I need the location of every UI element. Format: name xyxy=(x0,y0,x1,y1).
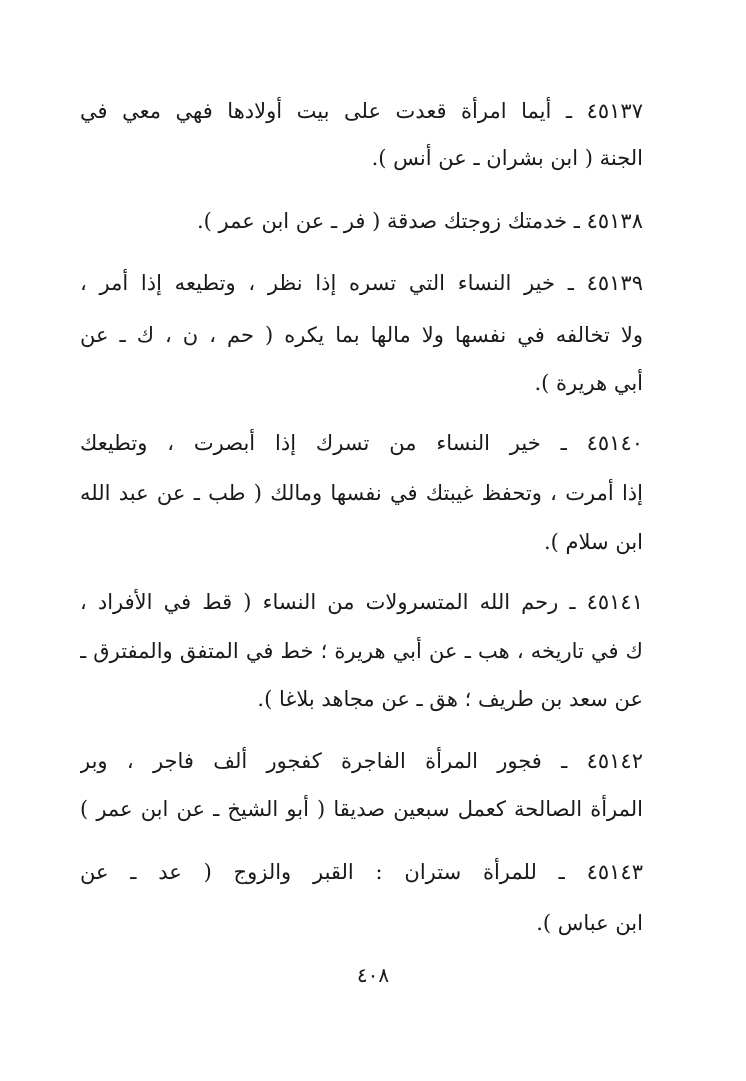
page-number: ٤٠٨ xyxy=(356,963,390,987)
entry-45139-line-2: ولا تخالفه في نفسها ولا مالها بما يكره ( حم ، ن ، ك ـ عن xyxy=(80,323,643,347)
entry-45137-line-1: ٤٥١٣٧ ـ أيما امرأة قعدت على بيت أولادها فهي معي في xyxy=(80,99,643,123)
entry-45142-line-1: ٤٥١٤٢ ـ فجور المرأة الفاجرة كفجور ألف فاجر ، وبر xyxy=(80,749,643,773)
entry-45140-line-1: ٤٥١٤٠ ـ خير النساء من تسرك إذا أبصرت ، وتطيعك xyxy=(80,431,643,455)
entry-45138-line-1: ٤٥١٣٨ ـ خدمتك زوجتك صدقة ( فر ـ عن ابن عمر ). xyxy=(196,209,643,233)
entry-45139-line-3: أبي هريرة ). xyxy=(534,371,643,395)
entry-45143-line-2: ابن عباس ). xyxy=(536,911,643,935)
entry-45141-line-3: عن سعد بن طريف ؛ هق ـ عن مجاهد بلاغا ). xyxy=(257,687,643,711)
entry-45143-line-1: ٤٥١٤٣ ـ للمرأة ستران : القبر والزوج ( عد ـ عن xyxy=(80,860,643,884)
entry-45140-line-2: إذا أمرت ، وتحفظ غيبتك في نفسها ومالك ( طب ـ عن عبد الله xyxy=(80,481,643,505)
entry-45142-line-2: المرأة الصالحة كعمل سبعين صديقا ( أبو الشيخ ـ عن ابن عمر ) xyxy=(80,797,643,821)
entry-45139-line-1: ٤٥١٣٩ ـ خير النساء التي تسره إذا نظر ، وتطيعه إذا أمر ، xyxy=(80,271,643,295)
entry-45137-line-2: الجنة ( ابن بشران ـ عن أنس ). xyxy=(371,146,643,170)
entry-45141-line-2: ك في تاريخه ، هب ـ عن أبي هريرة ؛ خط في المتفق والمفترق ـ xyxy=(80,639,643,663)
entry-45140-line-3: ابن سلام ). xyxy=(543,530,643,554)
entry-45141-line-1: ٤٥١٤١ ـ رحم الله المتسرولات من النساء ( قط في الأفراد ، xyxy=(80,590,643,614)
